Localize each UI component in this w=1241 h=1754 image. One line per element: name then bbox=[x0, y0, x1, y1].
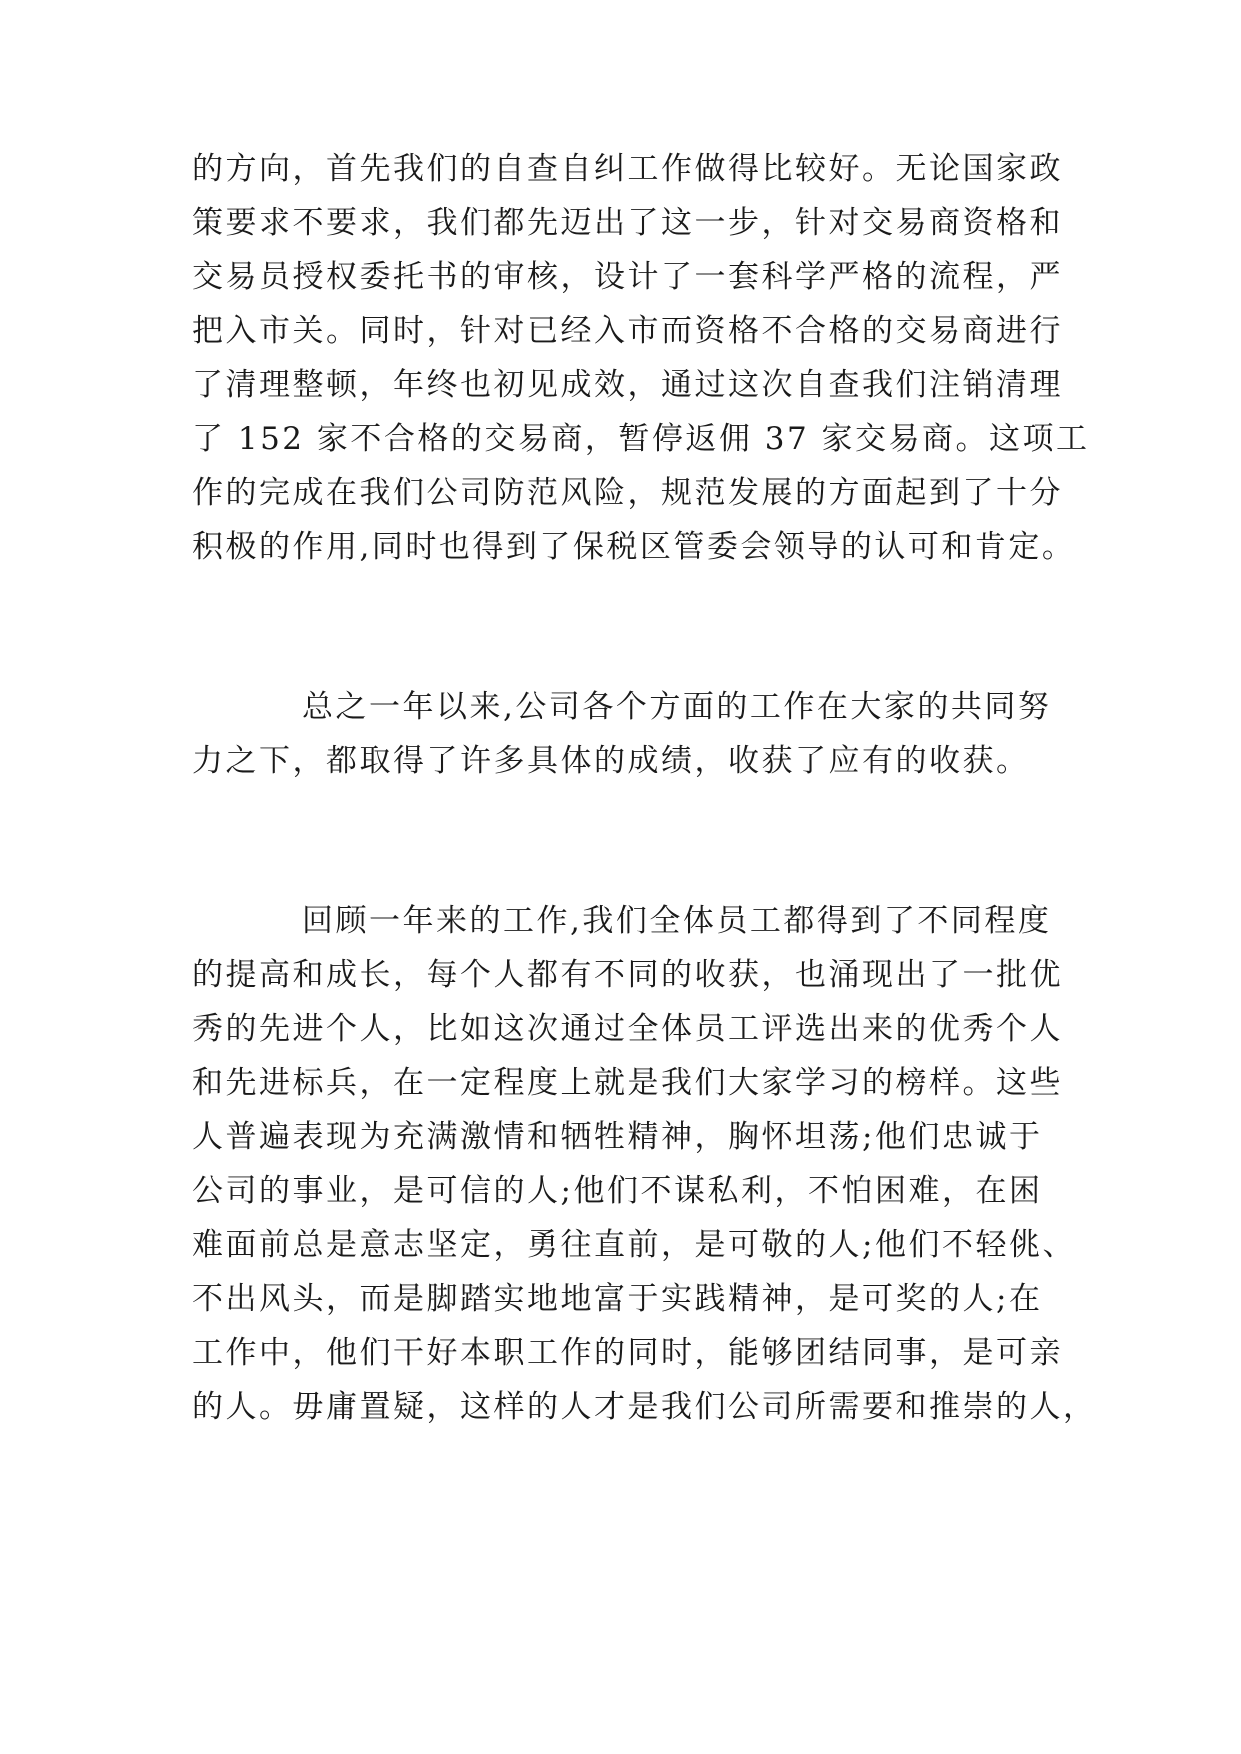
paragraph-line: 工作中，他们干好本职工作的同时，能够团结同事，是可亲 bbox=[192, 1335, 1063, 1371]
paragraph-line: 和先进标兵，在一定程度上就是我们大家学习的榜样。这些 bbox=[192, 1065, 1063, 1101]
paragraph-line: 的方向，首先我们的自查自纠工作做得比较好。无论国家政 bbox=[192, 151, 1063, 187]
paragraph-line: 了清理整顿，年终也初见成效，通过这次自查我们注销清理 bbox=[192, 367, 1063, 403]
paragraph-line: 秀的先进个人，比如这次通过全体员工评选出来的优秀个人 bbox=[192, 1011, 1063, 1047]
paragraph-line: 交易员授权委托书的审核，设计了一套科学严格的流程，严 bbox=[192, 259, 1063, 295]
paragraph-line: 把入市关。同时，针对已经入市而资格不合格的交易商进行 bbox=[192, 313, 1063, 349]
paragraph-line: 回顾一年来的工作,我们全体员工都得到了不同程度 bbox=[302, 903, 1052, 939]
paragraph-line: 难面前总是意志坚定，勇往直前，是可敬的人;他们不轻佻、 bbox=[192, 1227, 1076, 1263]
paragraph-line: 总之一年以来,公司各个方面的工作在大家的共同努 bbox=[302, 689, 1052, 725]
paragraph-line: 了 152 家不合格的交易商，暂停返佣 37 家交易商。这项工 bbox=[192, 421, 1090, 457]
paragraph-line: 公司的事业，是可信的人;他们不谋私利，不怕困难，在困 bbox=[192, 1173, 1043, 1209]
paragraph-line: 积极的作用,同时也得到了保税区管委会领导的认可和肯定。 bbox=[192, 529, 1076, 565]
paragraph-line: 策要求不要求，我们都先迈出了这一步，针对交易商资格和 bbox=[192, 205, 1063, 241]
paragraph-line: 作的完成在我们公司防范风险，规范发展的方面起到了十分 bbox=[192, 475, 1063, 511]
paragraph-line: 的提高和成长，每个人都有不同的收获，也涌现出了一批优 bbox=[192, 957, 1063, 993]
paragraph-line: 人普遍表现为充满激情和牺牲精神，胸怀坦荡;他们忠诚于 bbox=[192, 1119, 1043, 1155]
paragraph-line: 的人。毋庸置疑，这样的人才是我们公司所需要和推崇的人， bbox=[192, 1389, 1097, 1425]
paragraph-line: 不出风头，而是脚踏实地地富于实践精神，是可奖的人;在 bbox=[192, 1281, 1043, 1317]
paragraph-line: 力之下，都取得了许多具体的成绩，收获了应有的收获。 bbox=[192, 743, 1030, 779]
